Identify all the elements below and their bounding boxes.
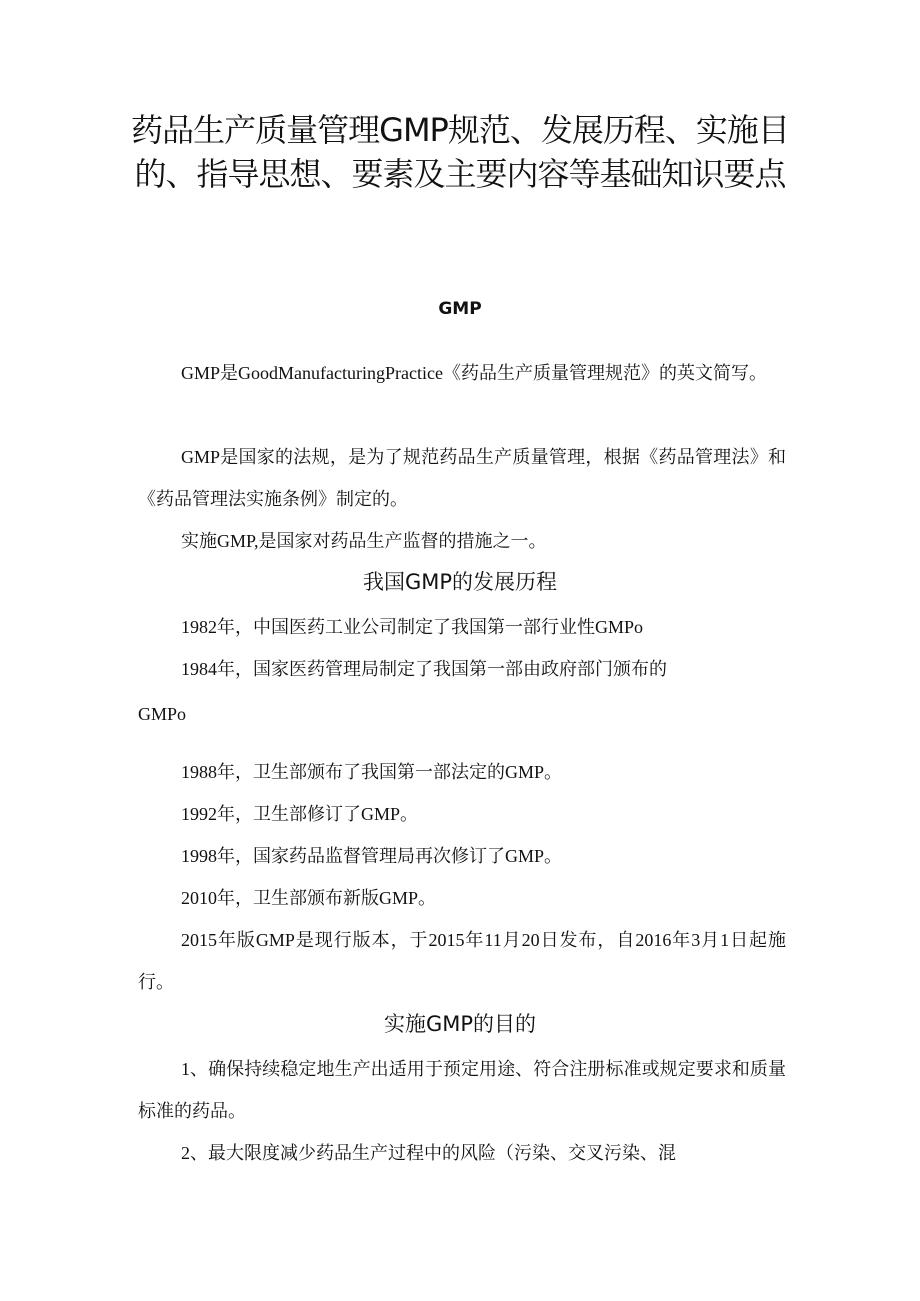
intro-paragraph: GMP是国家的法规，是为了规范药品生产质量管理，根据《药品管理法》和《药品管理法实施条例》制定的。 [138, 447, 786, 509]
purpose-heading: 实施GMP的目的 [383, 1012, 537, 1036]
history-item: 1982年，中国医药工业公司制定了我国第一部行业性GMPo [181, 617, 644, 637]
intro-paragraph: 实施GMP,是国家对药品生产监督的措施之一。 [181, 531, 547, 551]
intro-paragraph: GMP是GoodManufacturingPractice《药品生产质量管理规范》的英文简写。 [181, 363, 767, 383]
history-item-continuation: GMPo [138, 704, 187, 724]
history-item: 1998年，国家药品监督管理局再次修订了GMP。 [181, 846, 563, 866]
history-item: 1984年，国家医药管理局制定了我国第一部由政府部门颁布的 [181, 659, 667, 679]
purpose-item: 1、确保持续稳定地生产出适用于预定用途、符合注册标准或规定要求和质量标准的药品。 [138, 1059, 786, 1121]
purpose-item: 2、最大限度减少药品生产过程中的风险（污染、交叉污染、混 [181, 1143, 676, 1163]
history-item: 2015年版GMP是现行版本，于2015年11月20日发布，自2016年3月1日起施行。 [138, 930, 786, 992]
history-item: 2010年，卫生部颁布新版GMP。 [181, 888, 437, 908]
document-title: 药品生产质量管理GMP规范、发展历程、实施目的、指导思想、要素及主要内容等基础知识要点 [131, 111, 789, 193]
history-heading: 我国GMP的发展历程 [362, 570, 558, 594]
history-item: 1988年，卫生部颁布了我国第一部法定的GMP。 [181, 762, 563, 782]
intro-heading: GMP [438, 299, 482, 319]
history-item: 1992年，卫生部修订了GMP。 [181, 804, 419, 824]
